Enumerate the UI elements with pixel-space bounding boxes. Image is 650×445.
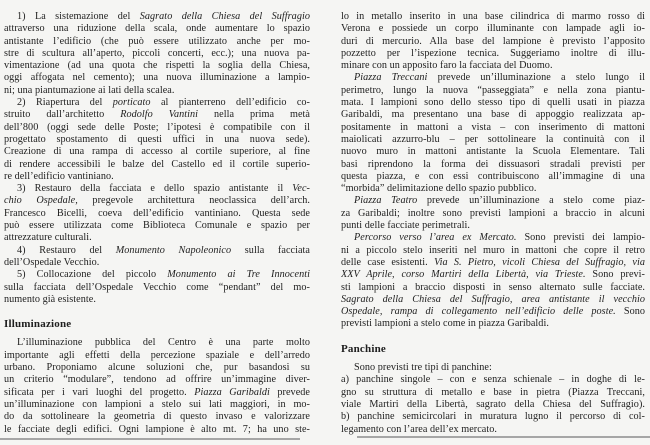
italic-text-run: Sagrato della Chiesa del Suffragio, area antistante il vecchio <box>341 293 645 305</box>
paragraph <box>4 245 310 270</box>
text-run: mata. I lampioni sono dello stesso tipo di quelli usati in piazza <box>341 97 645 109</box>
italic-text-run: Rodolfo Vantini <box>120 109 199 121</box>
text-run: gno su struttura di metallo e base in pietra (Piazza Treccani, <box>341 386 645 398</box>
text-line <box>341 72 645 84</box>
text-run: prevede <box>269 386 310 398</box>
text-run: di rendere accessibili le balze del Castello ed il cortile superio- <box>4 158 310 170</box>
text-run: za Garibaldi; inoltre sono previsti lampioni a braccio in alcuni <box>341 207 645 219</box>
text-line <box>4 257 310 269</box>
text-run: progettato spostamento di questi uffici in una nuova sede). <box>4 133 310 145</box>
text-line <box>341 245 645 257</box>
text-run: nuovo muro in mattoni antistante la Scuola Elementare. Tali <box>341 146 645 158</box>
text-run: dell’800 (oggi sede delle Poste; l’ipotesi è compatibile con il <box>4 121 310 133</box>
text-line <box>341 306 645 318</box>
text-line <box>4 208 310 220</box>
text-run: basi riprendono la forma dei dissuasori stradali previsti per <box>341 158 645 170</box>
text-line <box>341 134 645 146</box>
text-line <box>4 337 310 349</box>
text-line <box>341 171 645 183</box>
text-run: prevede un’illuminazione a stelo come piaz- <box>417 195 645 207</box>
text-run: sulla facciata <box>231 244 310 256</box>
text-line <box>4 294 310 306</box>
text-run: 2) Riapertura del <box>17 97 113 109</box>
paragraph <box>4 269 310 306</box>
text-line <box>4 23 310 35</box>
text-line <box>4 399 310 411</box>
text-run: Sono <box>615 306 645 318</box>
text-run: viale Martiri della Libertà, sagrato della Chiesa del Suffragio). <box>341 398 645 410</box>
text-line <box>341 232 645 244</box>
italic-text-run: Vec- <box>292 183 310 195</box>
text-run: un criterio “modulare”, tendono ad offrire un’immagine diver- <box>4 374 310 386</box>
text-line <box>4 97 310 109</box>
text-run: legamento con l’area dell’ex mercato. <box>341 423 497 435</box>
text-line <box>341 85 645 97</box>
text-run: b) panchine semicircolari in muratura lugno il percorso di col- <box>341 411 645 423</box>
right-page-column <box>341 11 645 436</box>
text-run: positamente in mattoni a vista – con inserimento di mattoni <box>341 121 645 133</box>
text-run: maiolicati azzurro-blu – per sottolineare la continuità con il <box>341 133 645 145</box>
text-line <box>341 208 645 220</box>
paragraph <box>341 232 645 330</box>
text-line <box>4 350 310 362</box>
text-run: Creazione di una rampa di accesso al cortile superiore, al fine <box>4 146 310 158</box>
text-run: stre di scultura all’aperto, piccoli concerti, ecc.); una nuova pa- <box>4 47 310 59</box>
text-run: delle case esistenti. <box>341 256 435 268</box>
text-line <box>341 399 645 411</box>
text-line <box>341 23 645 35</box>
text-run: le facciate degli edifici. Ogni lampione è alto mt. 7; ha uno ste- <box>4 423 310 435</box>
text-run: questa piazza, e con essi contribuiscono all’immagine di una <box>341 170 645 182</box>
paragraph <box>341 362 645 436</box>
page-bottom-rule-left <box>0 438 300 440</box>
text-line <box>341 411 645 423</box>
text-run: ni a piccolo stelo inseriti nel muro in mattoni che copre il retro <box>341 244 645 256</box>
text-line <box>4 146 310 158</box>
text-line <box>4 362 310 374</box>
italic-text-run: Percorso verso l’area ex Mercato. <box>354 232 517 244</box>
text-line <box>4 122 310 134</box>
text-line <box>4 282 310 294</box>
text-run: nella prima metà <box>198 109 310 121</box>
text-run: re dell’edificio vantiniano. <box>4 170 114 182</box>
text-line <box>4 245 310 257</box>
italic-text-run: Monumento Napoleonico <box>115 244 232 256</box>
text-run: pozzetto per l’ispezione tecnica. Suggeriamo inoltre di illu- <box>341 47 645 59</box>
text-run: urbano. Proponiamo alcune soluzioni che, pur basandosi su <box>4 362 310 374</box>
paragraph <box>341 195 645 232</box>
text-run: L’illuminazione pubblica del Centro è una parte molto <box>17 337 310 349</box>
text-line <box>341 159 645 171</box>
text-run: attraverso una riduzione della scala, onde aumentare lo spazio <box>4 23 310 35</box>
text-run: 1) La sistemazione del <box>17 11 140 22</box>
text-line <box>4 232 310 244</box>
paragraph <box>4 337 310 435</box>
text-line <box>341 318 645 330</box>
text-line <box>341 257 645 269</box>
text-line <box>341 60 645 72</box>
text-run: numento già esistente. <box>4 293 96 305</box>
paragraph <box>4 183 310 244</box>
italic-text-run: Piazza Garibaldi <box>194 386 270 398</box>
italic-text-run: Ospedale, rampa di collegamento nell’edificio delle poste. <box>341 306 616 318</box>
text-run: Francesco Bicelli, coeva dell’edificio vantiniano. Questa sede <box>4 207 310 219</box>
text-run: 4) Restauro del <box>17 244 116 256</box>
text-run: a) panchine singole – con e senza schienale – in doghe di le- <box>341 374 645 386</box>
text-run: pregevole architettura neoclassica dell’arch. <box>77 195 310 207</box>
italic-text-run: Piazza Treccani <box>354 72 428 84</box>
text-line <box>341 362 645 374</box>
text-line <box>341 195 645 207</box>
text-run: attrezzature culturali. <box>4 232 92 244</box>
text-line <box>341 146 645 158</box>
text-line <box>4 48 310 60</box>
text-line <box>341 122 645 134</box>
text-run: antistante l’edificio (che può essere utilizzato anche per mo- <box>4 35 310 47</box>
text-run: struito dall’architetto <box>4 109 121 121</box>
text-line <box>341 48 645 60</box>
text-run: Sono previsti tre tipi di panchine: <box>354 362 492 374</box>
text-line <box>4 134 310 146</box>
text-run: duri di mercurio. Alla base del lampione è previsto l’apposito <box>341 35 645 47</box>
text-run: Garibaldi, ma presentano una base di appoggio realizzata ap- <box>341 109 645 121</box>
text-line <box>4 60 310 72</box>
text-run: Sono previ- <box>585 269 645 281</box>
text-line <box>4 183 310 195</box>
page-bottom-rule-right <box>357 436 650 438</box>
text-run: Verona e possiede un corpo illuminante con lampade agli io- <box>341 23 645 35</box>
text-line <box>4 109 310 121</box>
text-line <box>4 195 310 207</box>
text-line <box>4 85 310 97</box>
text-line <box>4 411 310 423</box>
text-run: dell’Ospedale Vecchio. <box>4 256 100 268</box>
text-run: sti lampioni a braccio disposti in senso alternato sulle facciate. <box>341 281 645 293</box>
text-run: punti delle facciate perimetrali. <box>341 220 470 232</box>
text-run: 3) Restauro della facciata e dello spazio antistante il <box>17 183 293 195</box>
italic-text-run: Sagrato della Chiesa del Suffragio <box>139 11 310 22</box>
text-line <box>4 11 310 23</box>
italic-text-run: porticato <box>112 97 151 109</box>
text-line <box>4 269 310 281</box>
text-line <box>341 183 645 195</box>
text-line <box>341 387 645 399</box>
paragraph <box>4 97 310 183</box>
text-line <box>341 220 645 232</box>
text-line <box>341 374 645 386</box>
section-heading-panchine: Panchine <box>341 342 386 355</box>
section-heading-illuminazione: Illuminazione <box>4 318 72 331</box>
text-run: sificata per i vari luoghi del progetto. <box>4 386 195 398</box>
paragraph <box>4 11 310 97</box>
text-run: può essere utilizzata come Biblioteca Comunale e spazio per <box>4 220 310 232</box>
text-run: do da sottolineare la geometria di questo invaso e valorizzare <box>4 411 310 423</box>
text-line <box>4 72 310 84</box>
text-line <box>341 11 645 23</box>
text-line <box>341 294 645 306</box>
text-run: al pianterreno dell’edificio co- <box>150 97 310 109</box>
text-run: minare con un apposito faro la facciata del Duomo. <box>341 60 553 72</box>
text-line <box>4 36 310 48</box>
text-line <box>341 36 645 48</box>
text-line <box>341 109 645 121</box>
paragraph <box>341 72 645 195</box>
italic-text-run: XXV Aprile, corso Martiri della Libertà, via Trieste. <box>341 269 586 281</box>
italic-text-run: chio Ospedale, <box>4 195 78 207</box>
text-line <box>4 159 310 171</box>
text-line <box>341 424 645 436</box>
text-run: un’illuminazione con lampioni a stelo sui lati maggiori, in mo- <box>4 398 310 410</box>
text-line <box>4 171 310 183</box>
text-run: previsti lampioni a stelo come in piazza Garibaldi. <box>341 318 549 330</box>
text-run: oggi affogata nel cemento); una nuova illuminazione a lampio- <box>4 72 310 84</box>
text-run: importante agli effetti della percezione spaziale e dell’arredo <box>4 349 310 361</box>
italic-text-run: Via S. Pietro, vicoli Chiesa del Suffragio, via <box>434 256 645 268</box>
text-run: prevede un’illuminazione a stelo lungo il <box>427 72 645 84</box>
text-run: vimentazione (ad una quota che rispetti la soglia della Chiesa, <box>4 60 310 72</box>
text-line <box>4 220 310 232</box>
italic-text-run: Piazza Teatro <box>354 195 418 207</box>
text-run: 5) Collocazione del piccolo <box>17 269 168 281</box>
text-run: Sono previsti dei lampio- <box>516 232 645 244</box>
italic-text-run: Monumento ai Tre Innocenti <box>167 269 310 281</box>
text-line <box>4 374 310 386</box>
text-line <box>4 424 310 436</box>
text-line <box>4 387 310 399</box>
text-line <box>341 282 645 294</box>
text-run: ni; una piantumazione ai lati della scalea. <box>4 84 175 96</box>
text-line <box>341 269 645 281</box>
paragraph <box>341 11 645 72</box>
text-run: sulla facciata dell’Ospedale Vecchio come “pendant” del mo- <box>4 281 310 293</box>
text-run: perimetro, lungo la nuova “passeggiata” e nella zona piantu- <box>341 84 645 96</box>
text-run: “morbida” delimitazione dello spazio pubblico. <box>341 183 537 195</box>
text-run: lo in metallo inserito in una base cilindrica di marmo rosso di <box>341 11 645 22</box>
left-page-column <box>4 11 310 436</box>
text-line <box>341 97 645 109</box>
